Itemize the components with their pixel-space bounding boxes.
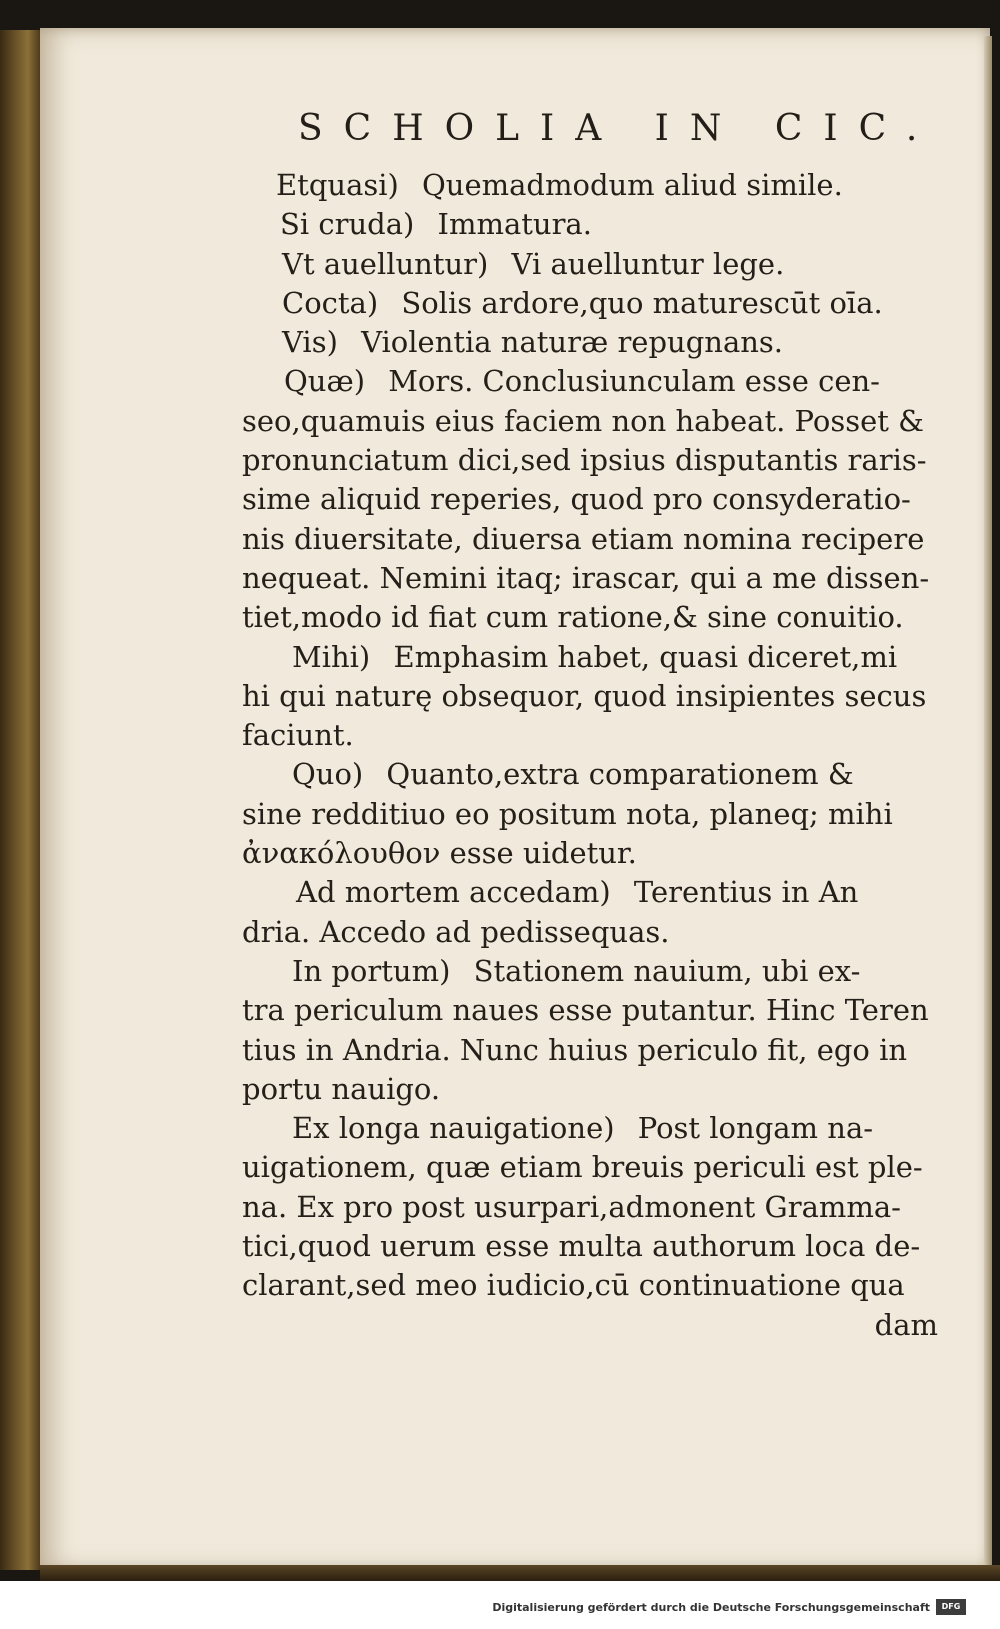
text-line [242,323,942,362]
text-line [242,795,942,834]
text-line [242,598,942,637]
text-block [242,166,942,1345]
gloss: portu nauigo. [242,1071,441,1106]
text-line [242,1031,942,1070]
gloss: pronunciatum dici,sed ipsius disputantis raris- [242,443,927,478]
gloss: hi qui naturę obsequor, quod insipientes secus [242,678,927,713]
text-line [242,559,942,598]
text-line [242,755,942,794]
text-line [242,362,942,401]
text-line [242,1266,942,1305]
text-line [242,991,942,1030]
gloss: Quanto,extra comparationem & [386,757,854,792]
footer-bar [0,1581,1000,1629]
gloss: Post longam na- [637,1111,874,1146]
lemma: Mihi) [292,639,371,674]
gloss: nequeat. Nemini itaq; irascar, qui a me dissen- [242,560,930,595]
text-line [242,1070,942,1109]
gloss: seo,quamuis eius faciem non habeat. Posset & [242,403,924,438]
text-line [242,716,942,755]
text-line [242,284,942,323]
lemma: Vt auelluntur) [282,246,489,281]
lemma: Quo) [292,757,364,792]
gloss: sime aliquid reperies, quod pro consyderatio- [242,482,911,517]
gloss: Solis ardore,quo maturescūt oīa. [401,285,883,320]
digitization-credit: Digitalisierung gefördert durch die Deutsche Forschungsgemeinschaft [492,1601,930,1614]
text-line [242,834,942,873]
gloss: Violentia naturæ repugnans. [361,325,784,360]
running-head: SCHOLIA IN CIC. [298,108,939,149]
dfg-logo: DFG [936,1599,966,1615]
gloss: na. Ex pro post usurpari,admonent Gramma- [242,1189,901,1224]
book-binding [0,30,40,1570]
lemma: Ad mortem accedam) [296,875,611,910]
text-line [242,245,942,284]
text-line [242,1188,942,1227]
gloss: Stationem nauium, ubi ex- [473,953,861,988]
gloss: tius in Andria. Nunc huius periculo fit, ego in [242,1032,908,1067]
text-line [242,677,942,716]
text-line [242,913,942,952]
page-edge [984,36,992,1566]
gloss: Vi auelluntur lege. [511,246,785,281]
gloss: Terentius in An [633,875,859,910]
lemma: Si cruda) [280,207,415,242]
gloss: dria. Accedo ad pedissequas. [242,914,670,949]
text-line [242,520,942,559]
text-line [242,402,942,441]
text-line [242,952,942,991]
text-line [242,166,942,205]
gloss: Mors. Conclusiunculam esse cen- [388,364,880,399]
lemma: Ex longa nauigatione) [292,1111,615,1146]
text-line [242,1148,942,1187]
gloss: clarant,sed meo iudicio,cū continuatione qua [242,1268,905,1303]
text-line [242,205,942,244]
text-line [242,441,942,480]
gloss: Immatura. [437,207,592,242]
lemma: Etquasi) [276,168,399,202]
gloss: nis diuersitate, diuersa etiam nomina recipere [242,521,925,556]
catchword: dam [874,1307,938,1342]
gloss: Quemadmodum aliud simile. [422,168,843,202]
gloss: ἀνακόλουθον esse uidetur. [242,836,637,871]
text-line [242,480,942,519]
gloss: tra periculum naues esse putantur. Hinc Teren [242,993,929,1028]
gloss: tiet,modo id fiat cum ratione,& sine conuitio. [242,600,904,635]
gloss: Emphasim habet, quasi diceret,mi [393,639,898,674]
gloss: uigationem, quæ etiam breuis periculi est ple- [242,1150,923,1185]
gloss: faciunt. [242,718,354,753]
text-line [242,1227,942,1266]
text-line [242,873,942,912]
lemma: In portum) [292,953,451,988]
lemma: Cocta) [282,285,379,320]
book-bottom-edge [40,1565,1000,1581]
lemma: Quæ) [284,364,366,399]
text-line [242,638,942,677]
gloss: sine redditiuo eo positum nota, planeq; mihi [242,796,893,831]
gloss: tici,quod uerum esse multa authorum loca de- [242,1229,921,1264]
lemma: Vis) [282,325,338,360]
text-line [242,1109,942,1148]
